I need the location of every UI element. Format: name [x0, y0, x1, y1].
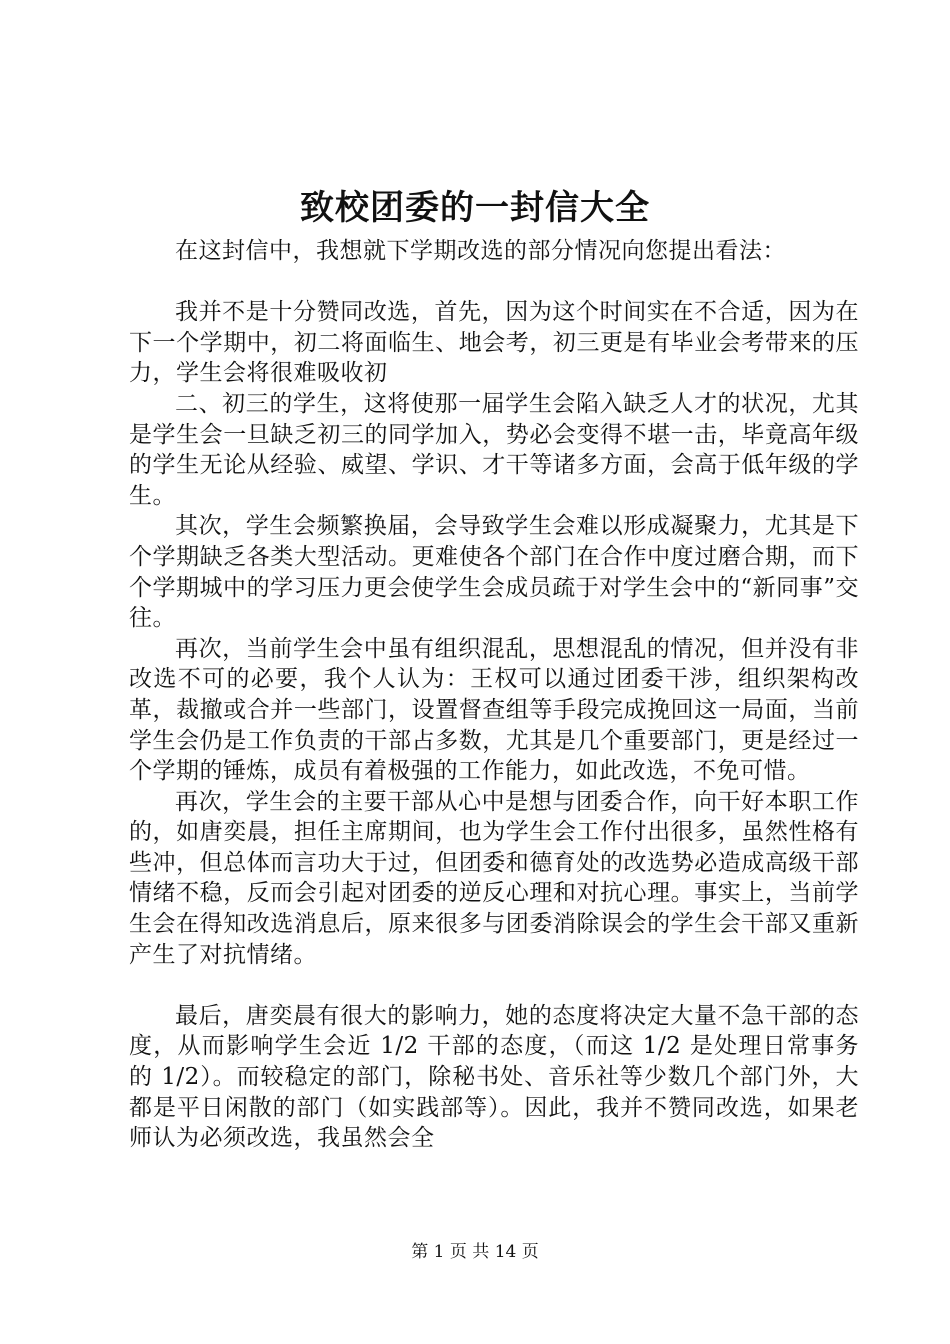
paragraph-second: 二、初三的学生，这将使那一届学生会陷入缺乏人才的状况，尤其是学生会一旦缺乏初三的同学加入，势必会变得不堪一击，毕竟高年级的学生无论从经验、威望、学识、才干等诸多方面，会高于低年级的学生。 [129, 390, 859, 509]
paragraph-spacer [129, 267, 859, 298]
paragraph-fourth: 再次，当前学生会中虽有组织混乱，思想混乱的情况，但并没有非改选不可的必要，我个人认为：王权可以通过团委干涉，组织架构改革，裁撤或合并一些部门，设置督查组等手段完成挽回这一局面，当前学生会仍是工作负责的干部占多数，尤其是几个重要部门，更是经过一个学期的锤炼，成员有着极强的工作能力，如此改选，不免可惜。 [129, 635, 859, 785]
paragraph-fifth: 再次，学生会的主要干部从心中是想与团委合作，向干好本职工作的，如唐奕晨，担任主席期间，也为学生会工作付出很多，虽然性格有些冲，但总体而言功大于过，但团委和德育处的改选势必造成高级干部情绪不稳，反而会引起对团委的逆反心理和对抗心理。事实上，当前学生会在得知改选消息后，原来很多与团委消除误会的学生会干部又重新产生了对抗情绪。 [129, 788, 859, 968]
paragraph-first: 我并不是十分赞同改选，首先，因为这个时间实在不合适，因为在下一个学期中，初二将面临生、地会考，初三更是有毕业会考带来的压力，学生会将很难吸收初 [129, 299, 859, 387]
paragraph-spacer [129, 970, 859, 1001]
page-footer: 第 1 页 共 14 页 [411, 1242, 539, 1262]
document-title: 致校团委的一封信大全 [300, 188, 650, 228]
document-body [129, 236, 859, 1154]
paragraph-intro: 在这封信中，我想就下学期改选的部分情况向您提出看法： [175, 238, 786, 264]
paragraph-last: 最后，唐奕晨有很大的影响力，她的态度将决定大量不急干部的态度，从而影响学生会近 1/2 干部的态度，（而这 1/2 是处理日常事务的 1/2）。而较稳定的部门，除秘书处、音乐社等少数几个部门外，大都是平日闲散的部门（如实践部等）。因此，我并不赞同改选，如果老师认为必须改选，我虽然会全 [129, 1002, 859, 1152]
paragraph-third: 其次，学生会频繁换届，会导致学生会难以形成凝聚力，尤其是下个学期缺乏各类大型活动。更难使各个部门在合作中度过磨合期，而下个学期城中的学习压力更会使学生会成员疏于对学生会中的“新同事”交往。 [129, 513, 859, 632]
